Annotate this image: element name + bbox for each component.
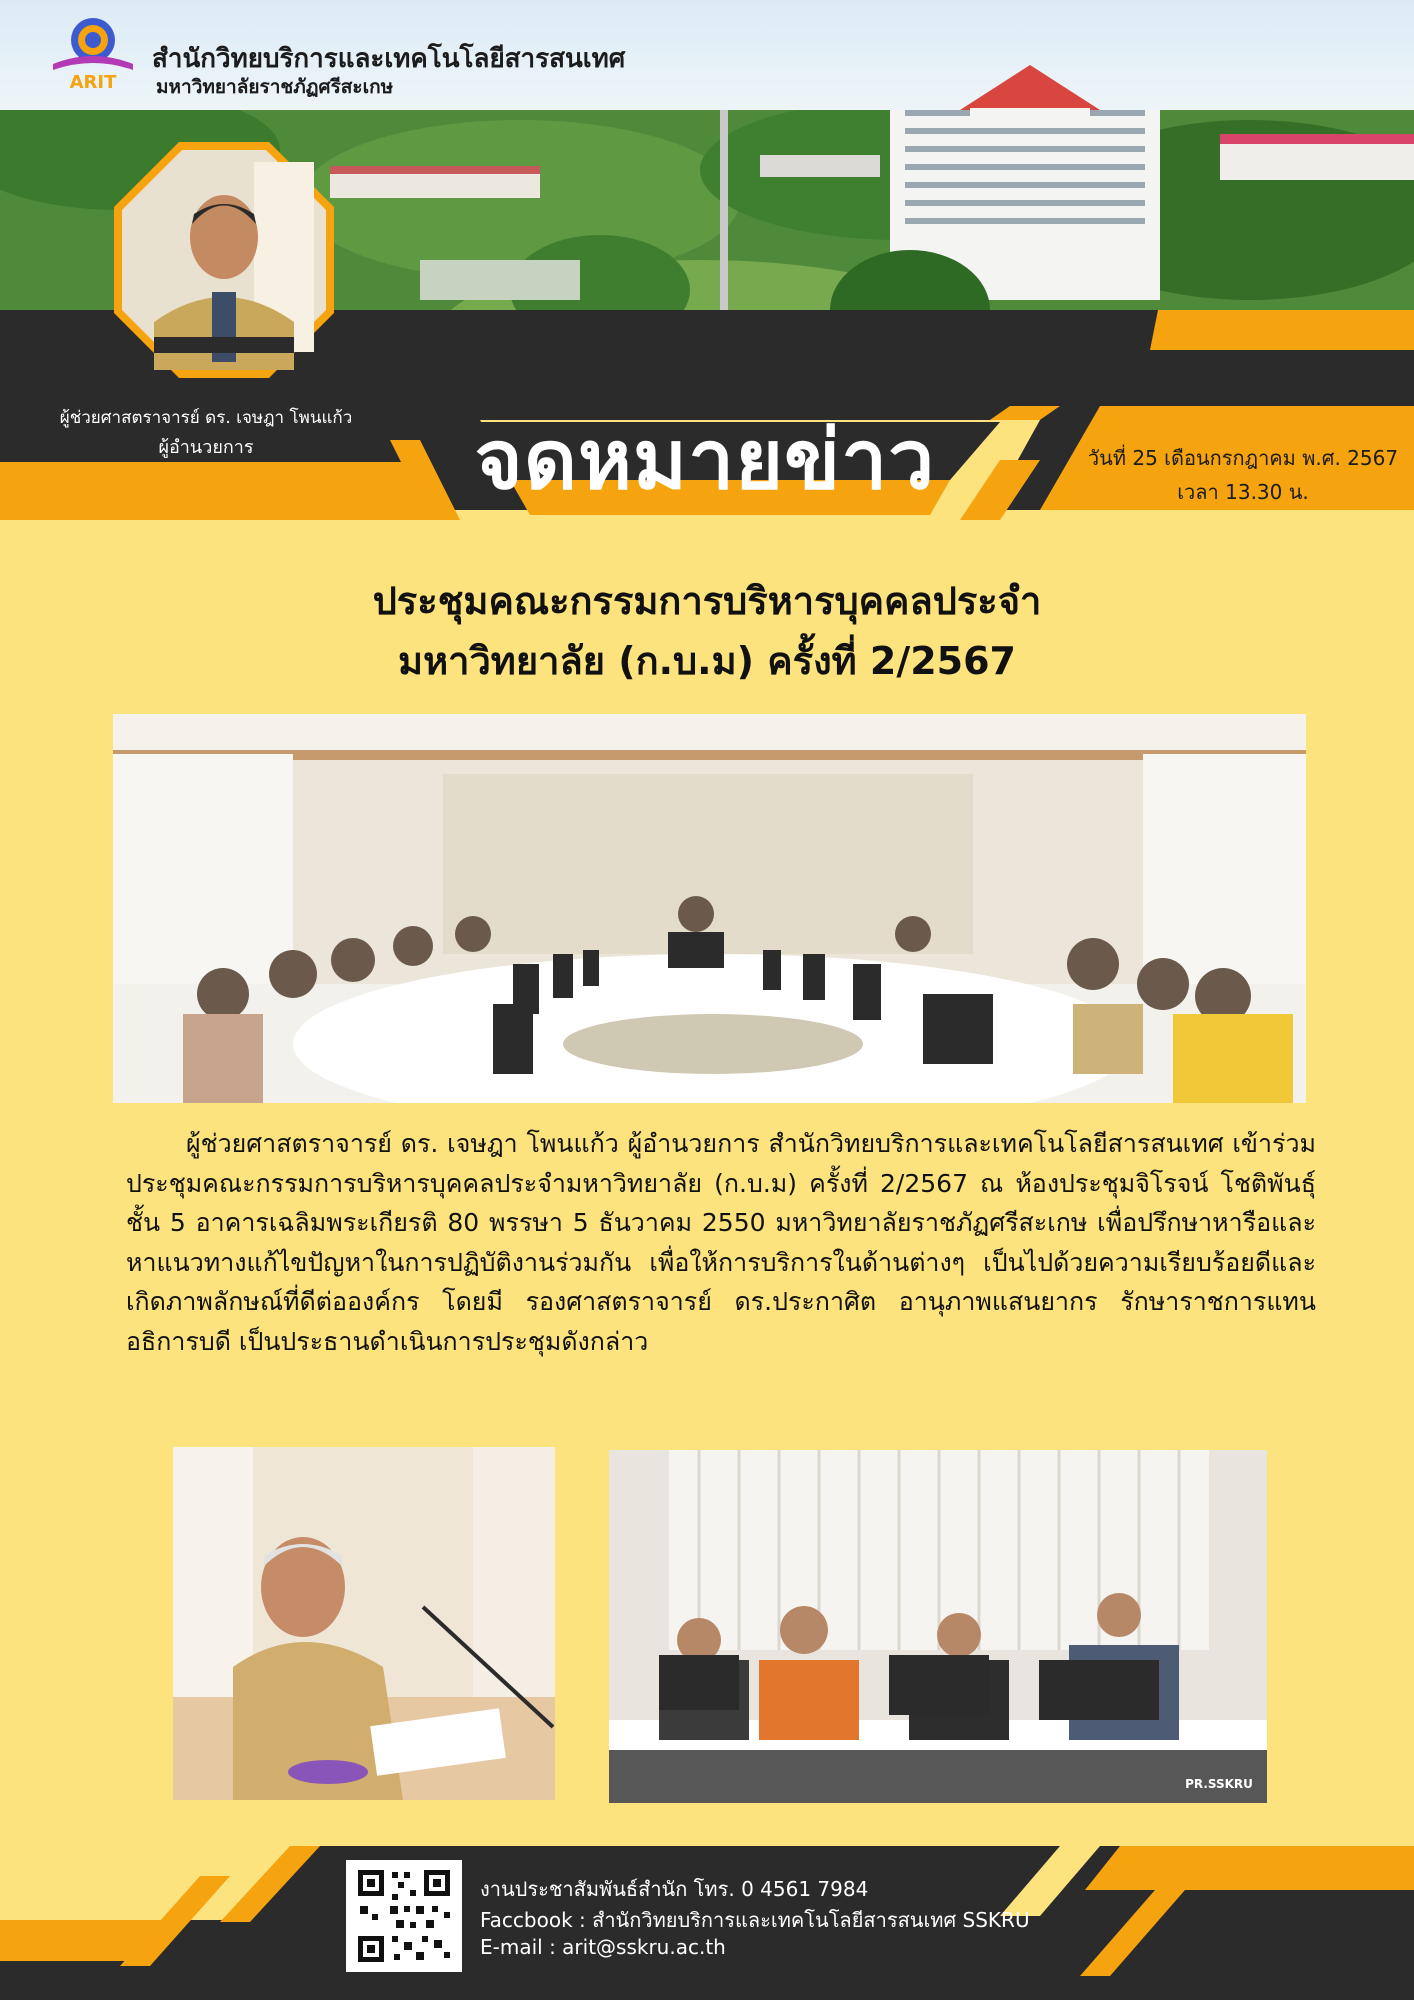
news-paragraph: ผู้ช่วยศาสตราจารย์ ดร. เจษฎา โพนแก้ว ผู้อำนวยการ สำนักวิทยบริการและเทคโนโลยีสารสนเทศ เข้าร่วมประชุมคณะกรรมการบริหารบุคคลประจำมหาวิทยาลัย (ก.บ.ม) ครั้งที่ 2/2567 ณ ห้องประชุมจิโรจน์ โชติพันธุ์ ชั้น 5 อาคารเฉลิมพระเกียรติ 80 พรรษา 5 ธันวาคม 2550 มหาวิทยาลัยราชภัฏศรีสะเกษ เพื่อปรึกษาหารือและหาแนวทางแก้ไขปัญหาในการปฏิบัติงานร่วมกัน เพื่อให้การบริการในด้านต่างๆ เป็นไปด้วยความเรียบร้อยดีและเกิดภาพลักษณ์ที่ดีต่อองค์กร โดยมี รองศาสตราจารย์ ดร.ประกาศิต อานุภาพแสนยากร รักษาราชการแทนอธิการบดี เป็นประธานดำเนินการประชุมดังกล่าว — [126, 1129, 1316, 1356]
issue-time: เวลา 13.30 น. — [1177, 480, 1309, 504]
chairperson-photo — [173, 1447, 555, 1800]
pr-watermark: PR.SSKRU — [1185, 1777, 1253, 1791]
committee-members-photo — [609, 1450, 1267, 1803]
logo-text: ARIT — [69, 72, 117, 93]
header-banner — [0, 0, 1414, 520]
director-role: ผู้อำนวยการ — [158, 437, 254, 458]
tower-roof — [940, 60, 1120, 120]
headline-line-1: ประชุมคณะกรรมการบริหารบุคคลประจำ — [372, 579, 1042, 623]
director-portrait — [114, 142, 334, 378]
headline-line-2: มหาวิทยาลัย (ก.บ.ม) ครั้งที่ 2/2567 — [398, 639, 1016, 683]
arit-logo — [48, 12, 138, 94]
university-name: มหาวิทยาลัยราชภัฏศรีสะเกษ — [156, 76, 394, 98]
meeting-room-photo — [113, 714, 1306, 1103]
issue-date: วันที่ 25 เดือนกรกฎาคม พ.ศ. 2567 — [1087, 446, 1399, 470]
footer-phone: งานประชาสัมพันธ์สำนัก โทร. 0 4561 7984 — [480, 1877, 869, 1901]
footer-email[interactable]: E-mail : arit@sskru.ac.th — [480, 1935, 726, 1959]
director-name: ผู้ช่วยศาสตราจารย์ ดร. เจษฎา โพนแก้ว — [59, 408, 353, 428]
qr-code[interactable] — [346, 1860, 462, 1972]
footer-facebook[interactable]: Faccbook : สำนักวิทยบริการและเทคโนโลยีสารสนเทศ SSKRU — [480, 1908, 1030, 1932]
office-name: สำนักวิทยบริการและเทคโนโลยีสารสนเทศ — [152, 44, 626, 74]
newsletter-title: จดหมายข่าว — [474, 413, 936, 508]
